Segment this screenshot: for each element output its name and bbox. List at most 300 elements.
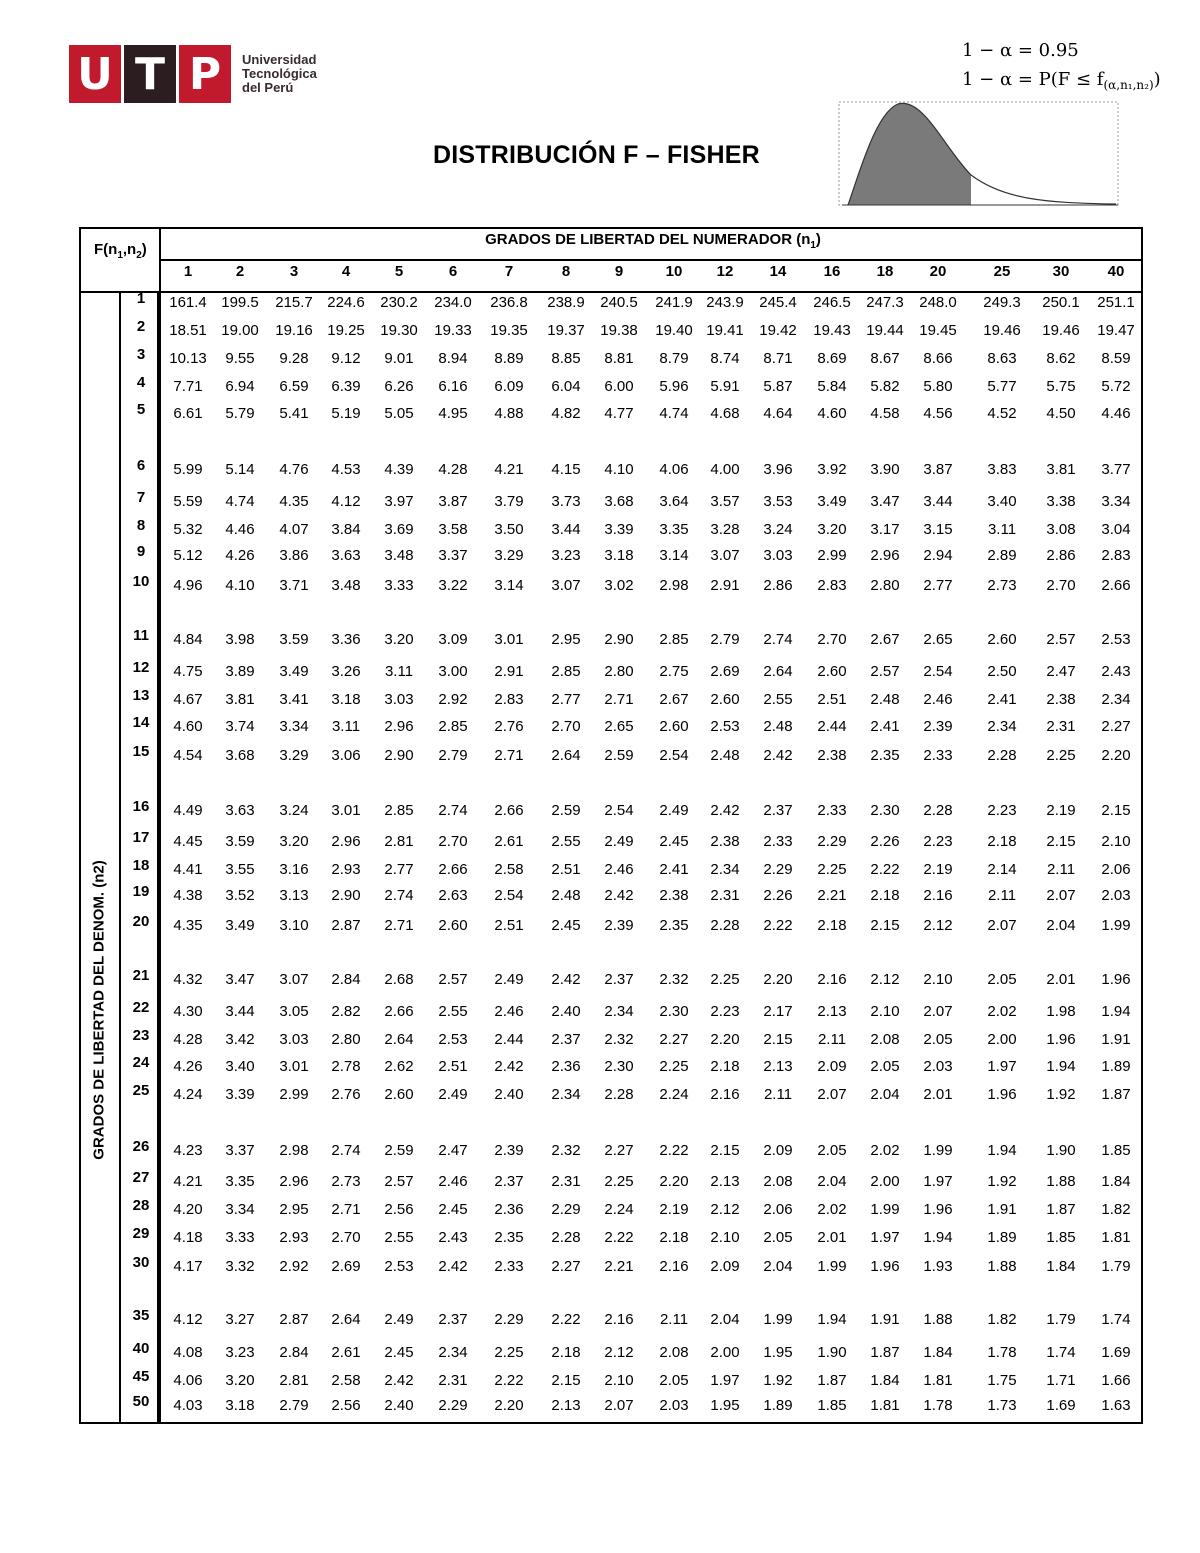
f-value-cell: 3.38: [1046, 493, 1076, 510]
f-value-cell: 3.55: [225, 861, 255, 878]
f-value-cell: 3.08: [1046, 521, 1076, 538]
f-value-cell: 1.91: [1101, 1031, 1131, 1048]
f-value-cell: 2.17: [763, 1003, 793, 1020]
f-value-cell: 4.23: [173, 1142, 203, 1159]
f-value-cell: 1.99: [817, 1258, 847, 1275]
f-value-cell: 5.77: [987, 378, 1017, 395]
f-value-cell: 2.61: [494, 833, 524, 850]
f-value-cell: 2.28: [987, 747, 1017, 764]
formula-line-2: [962, 65, 1161, 100]
column-header-n1: 18: [876, 263, 894, 280]
f-value-cell: 2.37: [494, 1173, 524, 1190]
f-value-cell: 3.68: [604, 493, 634, 510]
f-value-cell: 2.80: [331, 1031, 361, 1048]
f-value-cell: 2.54: [923, 663, 953, 680]
f-value-cell: 2.27: [604, 1142, 634, 1159]
f-value-cell: 2.37: [438, 1311, 468, 1328]
f-value-cell: 2.04: [870, 1086, 900, 1103]
f-value-cell: 2.01: [817, 1229, 847, 1246]
shaded-area: [848, 103, 971, 205]
f-value-cell: 2.85: [659, 631, 689, 648]
numerator-header-text: GRADOS DE LIBERTAD DEL NUMERADOR (n: [485, 231, 811, 248]
denominator-header: GRADOS DE LIBERTAD DEL DENOM. (n2): [90, 860, 108, 1160]
f-value-cell: 3.07: [710, 547, 740, 564]
f-value-cell: 3.28: [710, 521, 740, 538]
f-value-cell: 2.46: [923, 691, 953, 708]
f-value-cell: 2.22: [494, 1372, 524, 1389]
f-value-cell: 2.24: [659, 1086, 689, 1103]
f-value-cell: 3.33: [384, 577, 414, 594]
f-value-cell: 3.52: [225, 887, 255, 904]
f-value-cell: 2.38: [710, 833, 740, 850]
f-value-cell: 2.18: [551, 1344, 581, 1361]
f-value-cell: 1.96: [870, 1258, 900, 1275]
f-value-cell: 2.87: [279, 1311, 309, 1328]
f-value-cell: 2.76: [331, 1086, 361, 1103]
f-value-cell: 2.19: [923, 861, 953, 878]
f-value-cell: 2.70: [1046, 577, 1076, 594]
column-header-n1: 30: [1052, 263, 1070, 280]
f-value-cell: 2.74: [331, 1142, 361, 1159]
f-value-cell: 1.89: [1101, 1058, 1131, 1075]
f-value-cell: 3.03: [763, 547, 793, 564]
f-value-cell: 6.09: [494, 378, 524, 395]
f-value-cell: 3.03: [279, 1031, 309, 1048]
f-value-cell: 9.55: [225, 350, 255, 367]
f-value-cell: 8.66: [923, 350, 953, 367]
f-value-cell: 2.29: [551, 1201, 581, 1218]
f-value-cell: 2.25: [494, 1344, 524, 1361]
f-value-cell: 2.98: [279, 1142, 309, 1159]
f-value-cell: 161.4: [169, 294, 207, 311]
f-value-cell: 2.11: [1046, 861, 1076, 878]
f-value-cell: 2.47: [1046, 663, 1076, 680]
row-header-n2: 19: [132, 883, 150, 900]
f-value-cell: 3.49: [225, 917, 255, 934]
f-value-cell: 2.60: [438, 917, 468, 934]
f-value-cell: 2.07: [1046, 887, 1076, 904]
f-value-cell: 2.73: [987, 577, 1017, 594]
f-value-cell: 2.31: [1046, 718, 1076, 735]
f-value-cell: 1.78: [923, 1397, 953, 1414]
f-value-cell: 2.66: [384, 1003, 414, 1020]
row-header-n2: 29: [132, 1225, 150, 1242]
f-value-cell: 2.29: [817, 833, 847, 850]
f-value-cell: 2.13: [817, 1003, 847, 1020]
f-value-cell: 3.20: [279, 833, 309, 850]
f-value-cell: 6.00: [604, 378, 634, 395]
f-value-cell: 8.71: [763, 350, 793, 367]
f-value-cell: 1.78: [987, 1344, 1017, 1361]
f-value-cell: 2.89: [987, 547, 1017, 564]
f-value-cell: 3.59: [225, 833, 255, 850]
f-value-cell: 245.4: [759, 294, 797, 311]
f-value-cell: 4.15: [551, 461, 581, 478]
column-header-n1: 3: [289, 263, 299, 280]
f-value-cell: 1.69: [1046, 1397, 1076, 1414]
f-value-cell: 2.25: [604, 1173, 634, 1190]
f-value-cell: 4.75: [173, 663, 203, 680]
column-header-n1: 8: [561, 263, 571, 280]
f-value-cell: 2.58: [494, 861, 524, 878]
f-value-cell: 4.53: [331, 461, 361, 478]
f-value-cell: 2.76: [494, 718, 524, 735]
f-table: [79, 227, 1143, 1424]
f-value-cell: 1.82: [987, 1311, 1017, 1328]
f-value-cell: 4.88: [494, 405, 524, 422]
f-value-cell: 2.13: [710, 1173, 740, 1190]
f-value-cell: 2.30: [604, 1058, 634, 1075]
f-distribution-curve-illustration: [838, 101, 1120, 207]
f-value-cell: 1.95: [763, 1344, 793, 1361]
f-value-cell: 3.11: [331, 718, 361, 735]
f-value-cell: 2.20: [659, 1173, 689, 1190]
f-value-cell: 2.55: [763, 691, 793, 708]
f-value-cell: 248.0: [919, 294, 957, 311]
f-value-cell: 3.03: [384, 691, 414, 708]
f-value-cell: 2.20: [710, 1031, 740, 1048]
f-value-cell: 2.60: [384, 1086, 414, 1103]
f-value-cell: 2.90: [604, 631, 634, 648]
f-value-cell: 2.02: [817, 1201, 847, 1218]
f-value-cell: 2.19: [1046, 802, 1076, 819]
f-value-cell: 3.16: [279, 861, 309, 878]
f-value-cell: 4.46: [225, 521, 255, 538]
f-value-cell: 2.22: [604, 1229, 634, 1246]
f-value-cell: 2.34: [987, 718, 1017, 735]
f-value-cell: 1.82: [1101, 1201, 1131, 1218]
f-value-cell: 5.72: [1101, 378, 1131, 395]
f-value-cell: 1.85: [1101, 1142, 1131, 1159]
f-value-cell: 2.46: [438, 1173, 468, 1190]
f-value-cell: 3.14: [659, 547, 689, 564]
row-header-n2: 12: [132, 659, 150, 676]
f-value-cell: 2.57: [438, 971, 468, 988]
f-value-cell: 241.9: [655, 294, 693, 311]
f-value-cell: 2.12: [604, 1344, 634, 1361]
f-value-cell: 19.47: [1097, 322, 1135, 339]
f-value-cell: 2.41: [659, 861, 689, 878]
f-value-cell: 3.83: [987, 461, 1017, 478]
f-value-cell: 2.06: [763, 1201, 793, 1218]
f-value-cell: 2.22: [763, 917, 793, 934]
f-value-cell: 1.93: [923, 1258, 953, 1275]
f-value-cell: 19.45: [919, 322, 957, 339]
f-value-cell: 19.44: [866, 322, 904, 339]
f-value-cell: 2.27: [1101, 718, 1131, 735]
f-value-cell: 1.89: [763, 1397, 793, 1414]
f-value-cell: 2.49: [384, 1311, 414, 1328]
f-value-cell: 2.48: [870, 691, 900, 708]
f-value-cell: 2.20: [494, 1397, 524, 1414]
f-value-cell: 2.85: [384, 802, 414, 819]
formula-line-2-main: 1 − α = P(F ≤ f: [962, 69, 1104, 90]
f-value-cell: 3.34: [1101, 493, 1131, 510]
f-value-cell: 2.40: [384, 1397, 414, 1414]
row-header-n2: 45: [132, 1368, 150, 1385]
row-header-n2: 26: [132, 1138, 150, 1155]
f-value-cell: 5.32: [173, 521, 203, 538]
f-value-cell: 3.22: [438, 577, 468, 594]
f-value-cell: 2.07: [817, 1086, 847, 1103]
f-value-cell: 2.00: [987, 1031, 1017, 1048]
row-header-n2: 15: [132, 743, 150, 760]
f-value-cell: 4.76: [279, 461, 309, 478]
f-value-cell: 2.54: [494, 887, 524, 904]
f-value-cell: 3.48: [384, 547, 414, 564]
f-value-cell: 5.75: [1046, 378, 1076, 395]
f-value-cell: 2.06: [1101, 861, 1131, 878]
f-value-cell: 19.46: [983, 322, 1021, 339]
f-value-cell: 9.28: [279, 350, 309, 367]
f-value-cell: 2.21: [604, 1258, 634, 1275]
f-value-cell: 3.18: [331, 691, 361, 708]
f-value-cell: 3.50: [494, 521, 524, 538]
f-value-cell: 4.32: [173, 971, 203, 988]
f-value-cell: 2.69: [331, 1258, 361, 1275]
f-value-cell: 8.69: [817, 350, 847, 367]
f-value-cell: 1.99: [923, 1142, 953, 1159]
f-value-cell: 3.04: [1101, 521, 1131, 538]
f-value-cell: 4.24: [173, 1086, 203, 1103]
f-value-cell: 2.26: [870, 833, 900, 850]
f-value-cell: 2.49: [604, 833, 634, 850]
row-header-n2: 7: [136, 489, 146, 506]
f-value-cell: 8.74: [710, 350, 740, 367]
f-value-cell: 4.21: [173, 1173, 203, 1190]
f-value-cell: 2.81: [279, 1372, 309, 1389]
f-value-cell: 2.80: [870, 577, 900, 594]
f-value-cell: 5.19: [331, 405, 361, 422]
f-value-cell: 238.9: [547, 294, 585, 311]
f-value-cell: 1.91: [987, 1201, 1017, 1218]
f-value-cell: 1.85: [1046, 1229, 1076, 1246]
f-value-cell: 2.71: [331, 1201, 361, 1218]
corner-label-sub1: 1: [117, 250, 123, 261]
f-value-cell: 2.34: [438, 1344, 468, 1361]
f-value-cell: 4.50: [1046, 405, 1076, 422]
logo-text-line: del Perú: [242, 80, 294, 95]
f-value-cell: 3.64: [659, 493, 689, 510]
f-value-cell: 2.25: [710, 971, 740, 988]
f-value-cell: 1.87: [1101, 1086, 1131, 1103]
f-value-cell: 9.01: [384, 350, 414, 367]
f-value-cell: 2.08: [659, 1344, 689, 1361]
f-value-cell: 3.00: [438, 663, 468, 680]
column-header-n1: 14: [769, 263, 787, 280]
f-value-cell: 3.18: [225, 1397, 255, 1414]
f-value-cell: 5.41: [279, 405, 309, 422]
f-value-cell: 4.28: [438, 461, 468, 478]
f-value-cell: 2.77: [551, 691, 581, 708]
f-value-cell: 3.98: [225, 631, 255, 648]
f-value-cell: 2.12: [710, 1201, 740, 1218]
f-value-cell: 5.79: [225, 405, 255, 422]
f-value-cell: 2.57: [870, 663, 900, 680]
f-value-cell: 2.01: [923, 1086, 953, 1103]
f-value-cell: 3.26: [331, 663, 361, 680]
f-value-cell: 2.00: [710, 1344, 740, 1361]
f-value-cell: 3.49: [279, 663, 309, 680]
f-value-cell: 2.18: [659, 1229, 689, 1246]
f-value-cell: 18.51: [169, 322, 207, 339]
f-value-cell: 2.08: [763, 1173, 793, 1190]
f-value-cell: 3.39: [604, 521, 634, 538]
f-value-cell: 6.39: [331, 378, 361, 395]
f-value-cell: 1.74: [1046, 1344, 1076, 1361]
f-value-cell: 2.07: [923, 1003, 953, 1020]
f-value-cell: 3.63: [331, 547, 361, 564]
f-value-cell: 2.53: [1101, 631, 1131, 648]
f-value-cell: 2.55: [384, 1229, 414, 1246]
row-header-n2: 40: [132, 1340, 150, 1357]
f-value-cell: 8.67: [870, 350, 900, 367]
f-value-cell: 1.87: [1046, 1201, 1076, 1218]
row-header-n2: 13: [132, 687, 150, 704]
f-value-cell: 8.81: [604, 350, 634, 367]
f-value-cell: 1.88: [1046, 1173, 1076, 1190]
f-value-cell: 3.18: [604, 547, 634, 564]
f-value-cell: 19.40: [655, 322, 693, 339]
f-value-cell: 3.44: [923, 493, 953, 510]
f-value-cell: 19.46: [1042, 322, 1080, 339]
f-value-cell: 6.94: [225, 378, 255, 395]
f-value-cell: 2.10: [870, 1003, 900, 1020]
f-value-cell: 2.48: [710, 747, 740, 764]
f-value-cell: 5.05: [384, 405, 414, 422]
f-value-cell: 2.66: [494, 802, 524, 819]
f-value-cell: 2.07: [604, 1397, 634, 1414]
f-value-cell: 7.71: [173, 378, 203, 395]
f-value-cell: 3.87: [438, 493, 468, 510]
formula-line-2-subscript: (α,n₁,n₂): [1103, 78, 1154, 92]
f-value-cell: 2.15: [710, 1142, 740, 1159]
row-header-n2: 8: [136, 517, 146, 534]
f-value-cell: 4.30: [173, 1003, 203, 1020]
row-header-n2: 4: [136, 374, 146, 391]
f-value-cell: 2.36: [494, 1201, 524, 1218]
f-value-cell: 2.95: [551, 631, 581, 648]
f-value-cell: 2.62: [384, 1058, 414, 1075]
row-header-n2: 6: [136, 457, 146, 474]
f-value-cell: 2.10: [710, 1229, 740, 1246]
row-header-n2: 18: [132, 857, 150, 874]
f-value-cell: 2.59: [384, 1142, 414, 1159]
f-value-cell: 4.17: [173, 1258, 203, 1275]
f-value-cell: 3.10: [279, 917, 309, 934]
logo-text-line: Universidad: [242, 52, 317, 67]
f-value-cell: 2.64: [384, 1031, 414, 1048]
logo-letter-t: T: [124, 45, 176, 103]
f-value-cell: 4.28: [173, 1031, 203, 1048]
f-value-cell: 2.21: [817, 887, 847, 904]
f-value-cell: 2.70: [551, 718, 581, 735]
f-value-cell: 2.37: [551, 1031, 581, 1048]
f-value-cell: 2.78: [331, 1058, 361, 1075]
f-value-cell: 6.61: [173, 405, 203, 422]
f-value-cell: 2.20: [1101, 747, 1131, 764]
f-value-cell: 1.96: [987, 1086, 1017, 1103]
corner-label-main: F(n: [94, 241, 118, 258]
f-value-cell: 2.24: [604, 1201, 634, 1218]
f-value-cell: 2.74: [763, 631, 793, 648]
f-value-cell: 2.69: [710, 663, 740, 680]
f-value-cell: 1.84: [923, 1344, 953, 1361]
row-header-n2: 27: [132, 1169, 150, 1186]
f-value-cell: 1.88: [987, 1258, 1017, 1275]
f-value-cell: 2.16: [923, 887, 953, 904]
f-value-cell: 2.53: [438, 1031, 468, 1048]
f-value-cell: 3.39: [225, 1086, 255, 1103]
f-value-cell: 2.34: [710, 861, 740, 878]
f-value-cell: 3.27: [225, 1311, 255, 1328]
f-value-cell: 2.38: [659, 887, 689, 904]
f-value-cell: 2.13: [763, 1058, 793, 1075]
f-value-cell: 249.3: [983, 294, 1021, 311]
f-value-cell: 3.63: [225, 802, 255, 819]
f-value-cell: 4.26: [173, 1058, 203, 1075]
f-value-cell: 2.96: [331, 833, 361, 850]
f-value-cell: 2.54: [659, 747, 689, 764]
f-value-cell: 3.57: [710, 493, 740, 510]
f-value-cell: 2.32: [551, 1142, 581, 1159]
f-value-cell: 2.43: [438, 1229, 468, 1246]
f-value-cell: 3.81: [225, 691, 255, 708]
f-value-cell: 215.7: [275, 294, 313, 311]
f-value-cell: 2.66: [438, 861, 468, 878]
f-value-cell: 4.52: [987, 405, 1017, 422]
page-title: DISTRIBUCIÓN F – FISHER: [433, 141, 760, 169]
f-value-cell: 2.77: [923, 577, 953, 594]
f-value-cell: 3.20: [817, 521, 847, 538]
f-value-cell: 2.90: [384, 747, 414, 764]
f-value-cell: 3.07: [279, 971, 309, 988]
f-value-cell: 1.89: [987, 1229, 1017, 1246]
f-value-cell: 240.5: [600, 294, 638, 311]
f-value-cell: 1.99: [870, 1201, 900, 1218]
f-value-cell: 2.41: [987, 691, 1017, 708]
f-value-cell: 4.10: [604, 461, 634, 478]
f-value-cell: 2.96: [870, 547, 900, 564]
f-value-cell: 2.05: [817, 1142, 847, 1159]
f-value-cell: 2.29: [494, 1311, 524, 1328]
f-value-cell: 4.58: [870, 405, 900, 422]
f-value-cell: 4.60: [817, 405, 847, 422]
row-header-n2: 50: [132, 1393, 150, 1410]
f-value-cell: 2.84: [279, 1344, 309, 1361]
f-value-cell: 3.47: [870, 493, 900, 510]
f-value-cell: 2.65: [604, 718, 634, 735]
f-value-cell: 3.34: [279, 718, 309, 735]
f-value-cell: 4.74: [225, 493, 255, 510]
f-value-cell: 2.28: [604, 1086, 634, 1103]
f-value-cell: 2.29: [438, 1397, 468, 1414]
f-value-cell: 1.94: [817, 1311, 847, 1328]
f-value-cell: 6.16: [438, 378, 468, 395]
f-value-cell: 4.68: [710, 405, 740, 422]
f-value-cell: 1.92: [987, 1173, 1017, 1190]
f-value-cell: 2.22: [870, 861, 900, 878]
f-value-cell: 2.81: [384, 833, 414, 850]
f-value-cell: 2.39: [923, 718, 953, 735]
row-header-n2: 1: [136, 290, 146, 307]
f-value-cell: 2.04: [763, 1258, 793, 1275]
row-header-n2: 23: [132, 1027, 150, 1044]
f-value-cell: 2.99: [279, 1086, 309, 1103]
f-value-cell: 2.25: [659, 1058, 689, 1075]
f-value-cell: 2.15: [763, 1031, 793, 1048]
f-value-cell: 2.00: [870, 1173, 900, 1190]
